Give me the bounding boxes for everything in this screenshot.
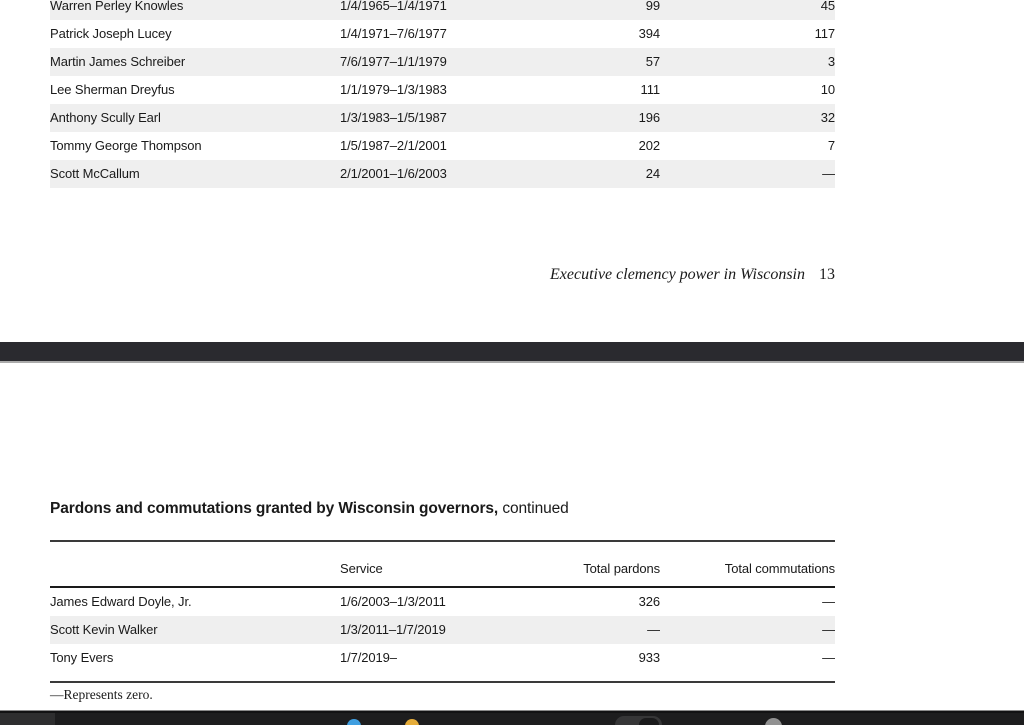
column-header-commutations: Total commutations — [724, 561, 835, 576]
total-pardons-cell: 202 — [638, 138, 660, 153]
table-row — [50, 160, 835, 188]
governor-name-cell: Scott Kevin Walker — [50, 622, 158, 637]
taskbar-pill-control[interactable] — [615, 716, 662, 725]
table-row — [50, 616, 835, 644]
governor-name-cell: Anthony Scully Earl — [50, 110, 161, 125]
table-row — [50, 644, 835, 672]
table-heading — [50, 500, 870, 518]
taskbar-pill-knob — [639, 718, 659, 725]
taskbar-top-line — [0, 711, 1024, 713]
table-row — [50, 76, 835, 104]
total-pardons-cell: 111 — [640, 82, 660, 97]
service-dates-cell: 1/6/2003–1/3/2011 — [340, 594, 446, 609]
service-dates-cell: 1/3/1983–1/5/1987 — [340, 110, 447, 125]
total-commutations-cell: 10 — [820, 82, 835, 97]
total-pardons-cell: 57 — [645, 54, 660, 69]
table-top-rule — [50, 540, 835, 542]
app-icon-gray[interactable] — [765, 718, 782, 725]
pardons-table-header — [50, 552, 835, 587]
page-footer — [50, 266, 835, 284]
table-row — [50, 587, 835, 616]
page-separator — [0, 342, 1024, 361]
service-dates-cell: 1/3/2011–1/7/2019 — [340, 622, 446, 637]
document-page-13 — [0, 0, 1024, 342]
table-bottom-rule — [50, 681, 835, 683]
column-header-pardons: Total pardons — [583, 561, 660, 576]
table-row — [50, 132, 835, 160]
service-dates-cell: 1/5/1987–2/1/2001 — [340, 138, 447, 153]
service-dates-cell: 7/6/1977–1/1/1979 — [340, 54, 447, 69]
total-pardons-cell: — — [647, 622, 660, 637]
table-row — [50, 0, 835, 20]
total-pardons-cell: 196 — [638, 110, 660, 125]
column-header-service: Service — [340, 561, 383, 576]
service-dates-cell: 2/1/2001–1/6/2003 — [340, 166, 447, 181]
taskbar — [0, 711, 1024, 725]
governor-name-cell: Scott McCallum — [50, 166, 140, 181]
total-pardons-cell: 326 — [638, 594, 660, 609]
table-heading-continued: continued — [498, 500, 569, 517]
running-title: Executive clemency power in Wisconsin — [549, 266, 805, 283]
governor-name-cell: Martin James Schreiber — [50, 54, 186, 69]
pardons-table-body — [50, 0, 835, 188]
table-footnote: —Represents zero. — [50, 687, 153, 702]
total-pardons-cell: 99 — [645, 0, 660, 13]
table-row — [50, 104, 835, 132]
table-heading-bold: Pardons and commutations granted by Wisconsin governors, — [50, 500, 499, 517]
header-row — [50, 552, 835, 587]
total-commutations-cell: — — [822, 594, 835, 609]
governor-name-cell: Warren Perley Knowles — [50, 0, 184, 13]
column-header-name — [50, 552, 340, 587]
app-icon-yellow[interactable] — [405, 719, 419, 725]
total-commutations-cell: 32 — [820, 110, 835, 125]
app-icon-blue[interactable] — [347, 719, 361, 725]
table-row — [50, 20, 835, 48]
total-commutations-cell: — — [822, 650, 835, 665]
total-pardons-cell: 394 — [638, 26, 660, 41]
service-dates-cell: 1/1/1979–1/3/1983 — [340, 82, 447, 97]
total-pardons-cell: 933 — [638, 650, 660, 665]
total-commutations-cell: 45 — [820, 0, 835, 13]
taskbar-active-app-block[interactable] — [0, 713, 55, 725]
service-dates-cell: 1/4/1965–1/4/1971 — [340, 0, 447, 13]
total-commutations-cell: — — [822, 622, 835, 637]
governor-name-cell: Tommy George Thompson — [50, 138, 202, 153]
governor-name-cell: Patrick Joseph Lucey — [50, 26, 172, 41]
service-dates-cell: 1/4/1971–7/6/1977 — [340, 26, 447, 41]
total-commutations-cell: 117 — [814, 26, 835, 41]
pardons-table-page13 — [50, 0, 835, 188]
total-commutations-cell: 3 — [827, 54, 835, 69]
governor-name-cell: James Edward Doyle, Jr. — [50, 594, 192, 609]
governor-name-cell: Tony Evers — [50, 650, 114, 665]
table-row — [50, 48, 835, 76]
total-pardons-cell: 24 — [645, 166, 660, 181]
total-commutations-cell: — — [822, 166, 835, 181]
pardons-table-continued-body — [50, 587, 835, 672]
document-page-14 — [0, 363, 1024, 710]
page-number: 13 — [819, 266, 835, 283]
service-dates-cell: 1/7/2019– — [340, 650, 397, 665]
total-commutations-cell: 7 — [827, 138, 835, 153]
pardons-table-continued — [50, 552, 835, 672]
governor-name-cell: Lee Sherman Dreyfus — [50, 82, 175, 97]
